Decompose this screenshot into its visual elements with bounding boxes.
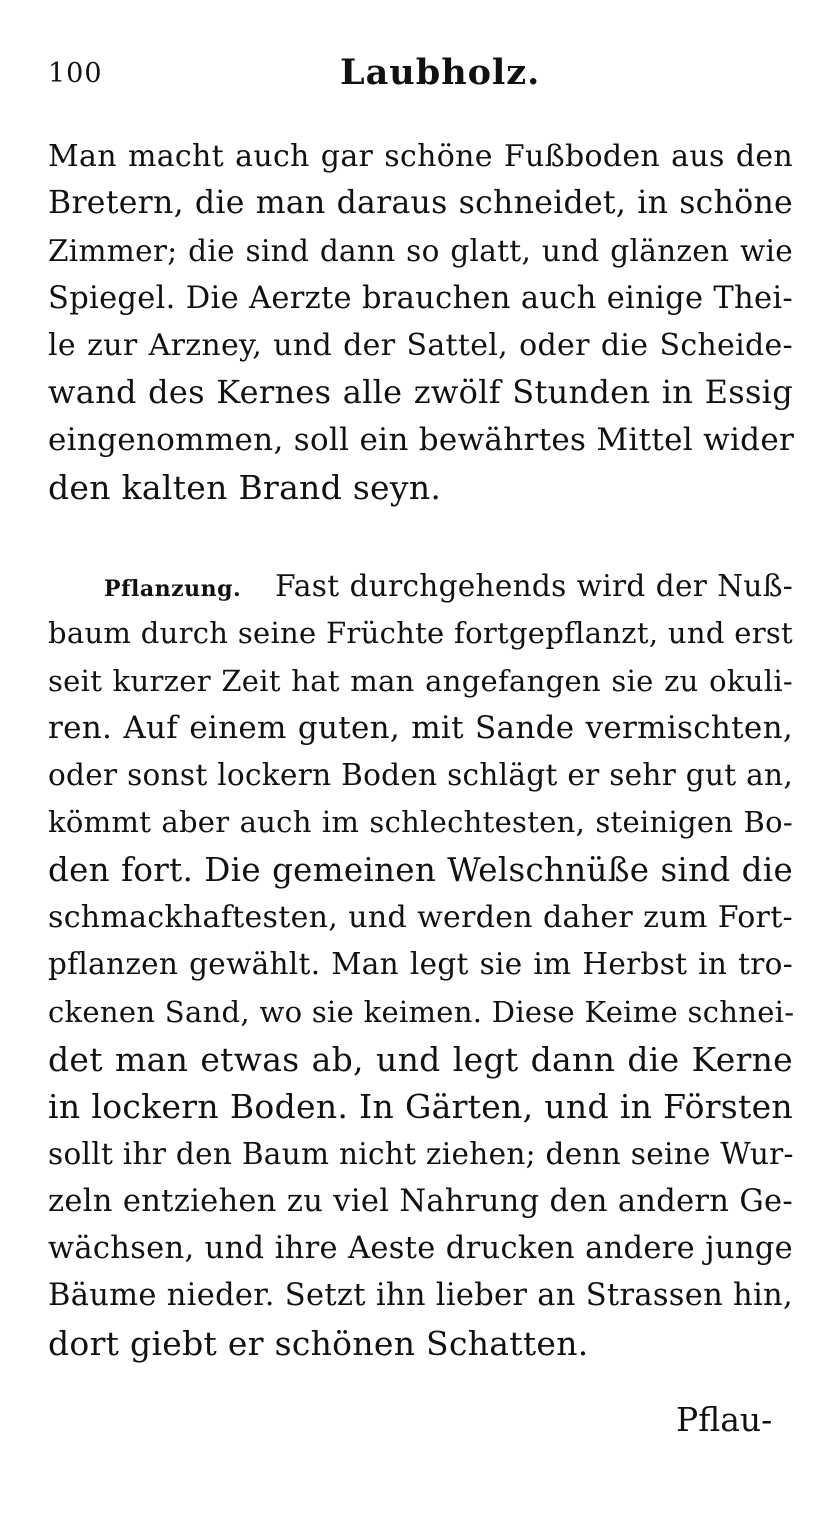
text-line: kömmt aber auch im schlechtesten, steinigen Bo- (48, 805, 793, 840)
text-line: seit kurzer Zeit hat man angefangen sie zu okuli- (48, 663, 793, 698)
text-line: det man etwas ab, und legt dann die Kerne (48, 1039, 793, 1079)
paragraph-2 (48, 563, 793, 1367)
text-line (48, 563, 793, 610)
running-head: Laubholz. (340, 52, 541, 93)
paragraph-1 (48, 133, 793, 511)
text-line: Bretern, die man daraus schneidet, in schöne (48, 185, 793, 222)
text-line: Bäume nieder. Setzt ihn lieber an Strassen hin, (48, 1278, 793, 1314)
catchword: Pflau- (676, 1400, 773, 1439)
text-line: den kalten Brand seyn. (48, 468, 442, 508)
text-line: le zur Arzney, und der Sattel, oder die Scheide- (48, 328, 793, 364)
text-line: baum durch seine Früchte fortgepflanzt, und erst (48, 616, 793, 651)
marginal-heading: Pflanzung. (104, 576, 242, 602)
text-line: pflanzen gewählt. Man legt sie im Herbst in tro- (48, 947, 793, 982)
page-header (48, 52, 788, 102)
text-line: Zimmer; die sind dann so glatt, und glänzen wie (48, 233, 793, 268)
text-line: ckenen Sand, wo sie keimen. Diese Keime schnei- (48, 994, 795, 1029)
text-line: wächsen, und ihre Aeste drucken andere junge (48, 1231, 793, 1267)
text-line: den fort. Die gemeinen Welschnüße sind die (48, 850, 793, 889)
text-line: dort giebt er schönen Schatten. (48, 1323, 589, 1363)
text-line: schmackhaftesten, und werden daher zum Fort- (48, 900, 793, 936)
text-line: in lockern Boden. In Gärten, und in Försten (48, 1087, 793, 1127)
text-line: ren. Auf einem guten, mit Sande vermischten, (48, 709, 793, 746)
text-line: sollt ihr den Baum nicht ziehen; denn seine Wur- (48, 1136, 794, 1171)
text-line: eingenommen, soll ein bewährtes Mittel wider (48, 421, 795, 458)
page-number: 100 (48, 58, 103, 89)
text-line: oder sonst lockern Boden schlägt er sehr gut an, (48, 758, 793, 793)
text-line: Spiegel. Die Aerzte brauchen auch einige Thei- (48, 280, 793, 316)
text-line: zeln entziehen zu viel Nahrung den andern Ge- (48, 1183, 793, 1219)
text-line: Man macht auch gar schöne Fußboden aus den (48, 139, 793, 174)
text-line-content: Fast durchgehends wird der Nuß- (275, 569, 793, 603)
text-line: wand des Kernes alle zwölf Stunden in Essig (48, 373, 793, 412)
